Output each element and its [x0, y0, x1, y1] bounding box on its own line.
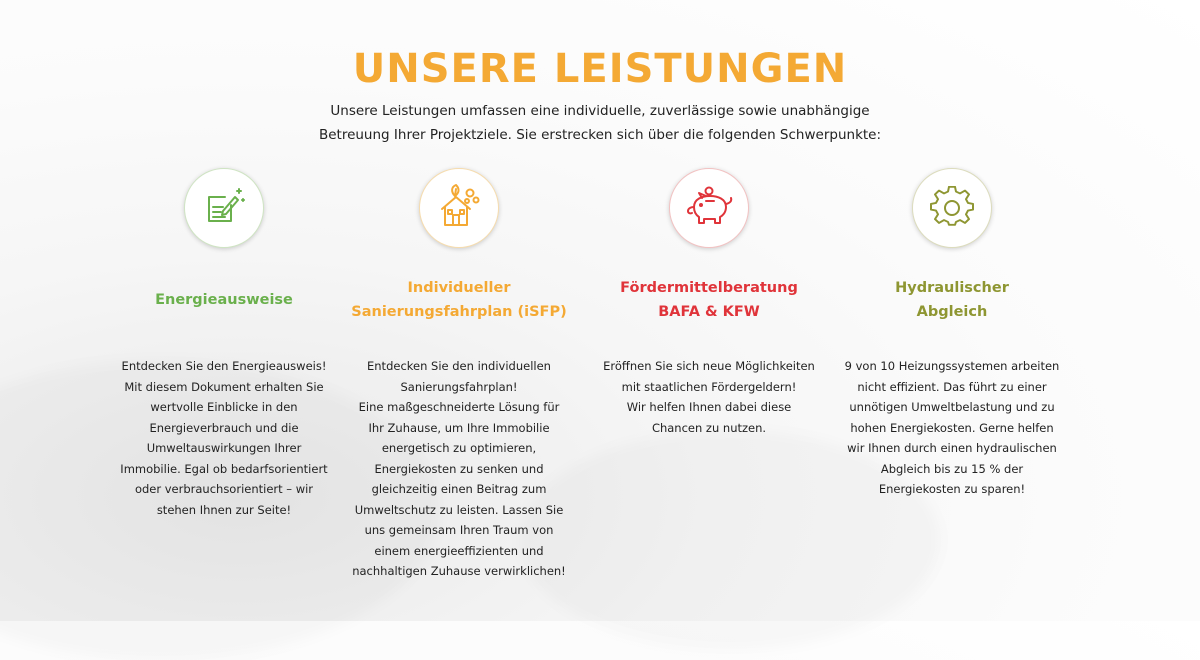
icon-circle	[184, 168, 264, 248]
piggy-bank-icon	[682, 185, 736, 231]
eco-house-icon	[434, 183, 484, 233]
card-text: Entdecken Sie den individuellen Sanierungsfahrplan! Eine maßgeschneiderte Lösung für Ihr Zuhause, um Ihre Immobilie energetisch zu optimieren, Energiekosten zu senken und gleichzeitig einen Beitrag zum Umweltschutz zu leisten. Lassen Sie uns gemeinsam Ihren Traum von einem energieeffizienten und nachhaltigen Zuhause verwirklichen!	[352, 359, 566, 578]
section-title: UNSERE LEISTUNGEN	[352, 46, 848, 92]
card-text: Eröffnen Sie sich neue Möglichkeiten mit staatlichen Fördergeldern! Wir helfen Ihnen dabei diese Chancen zu nutzen.	[603, 359, 815, 435]
service-card-hydraulischer-abgleich	[832, 168, 1072, 500]
card-title: Individueller Sanierungsfahrplan (iSFP)	[351, 280, 567, 320]
service-card-isfp	[339, 168, 579, 582]
card-title: Hydraulischer Abgleich	[895, 280, 1009, 320]
card-text: 9 von 10 Heizungssystemen arbeiten nicht effizient. Das führt zu einer unnötigen Umweltbelastung und zu hohen Energiekosten. Gerne helfen wir Ihnen durch einen hydraulischen Abgleich bis zu 15 % der Energiekosten zu sparen!	[844, 359, 1060, 496]
icon-circle	[912, 168, 992, 248]
section-subtitle: Unsere Leistungen umfassen eine individuelle, zuverlässige sowie unabhängige Betreuung Ihrer Projektziele. Sie erstrecken sich über die folgenden Schwerpunkte:	[318, 103, 882, 143]
icon-circle	[669, 168, 749, 248]
document-edit-icon	[201, 185, 247, 231]
service-card-energieausweise	[104, 168, 344, 520]
card-title: Fördermittelberatung BAFA & KFW	[620, 280, 798, 320]
card-title: Energieausweise	[155, 292, 293, 308]
gear-icon	[930, 186, 974, 230]
service-card-foerdermittel	[589, 168, 829, 438]
icon-circle	[419, 168, 499, 248]
card-text: Entdecken Sie den Energieausweis! Mit diesem Dokument erhalten Sie wertvolle Einblicke in den Energieverbrauch und die Umweltauswirkungen Ihrer Immobilie. Egal ob bedarfsorientiert oder verbrauchsorientiert – wir stehen Ihnen zur Seite!	[120, 359, 328, 517]
